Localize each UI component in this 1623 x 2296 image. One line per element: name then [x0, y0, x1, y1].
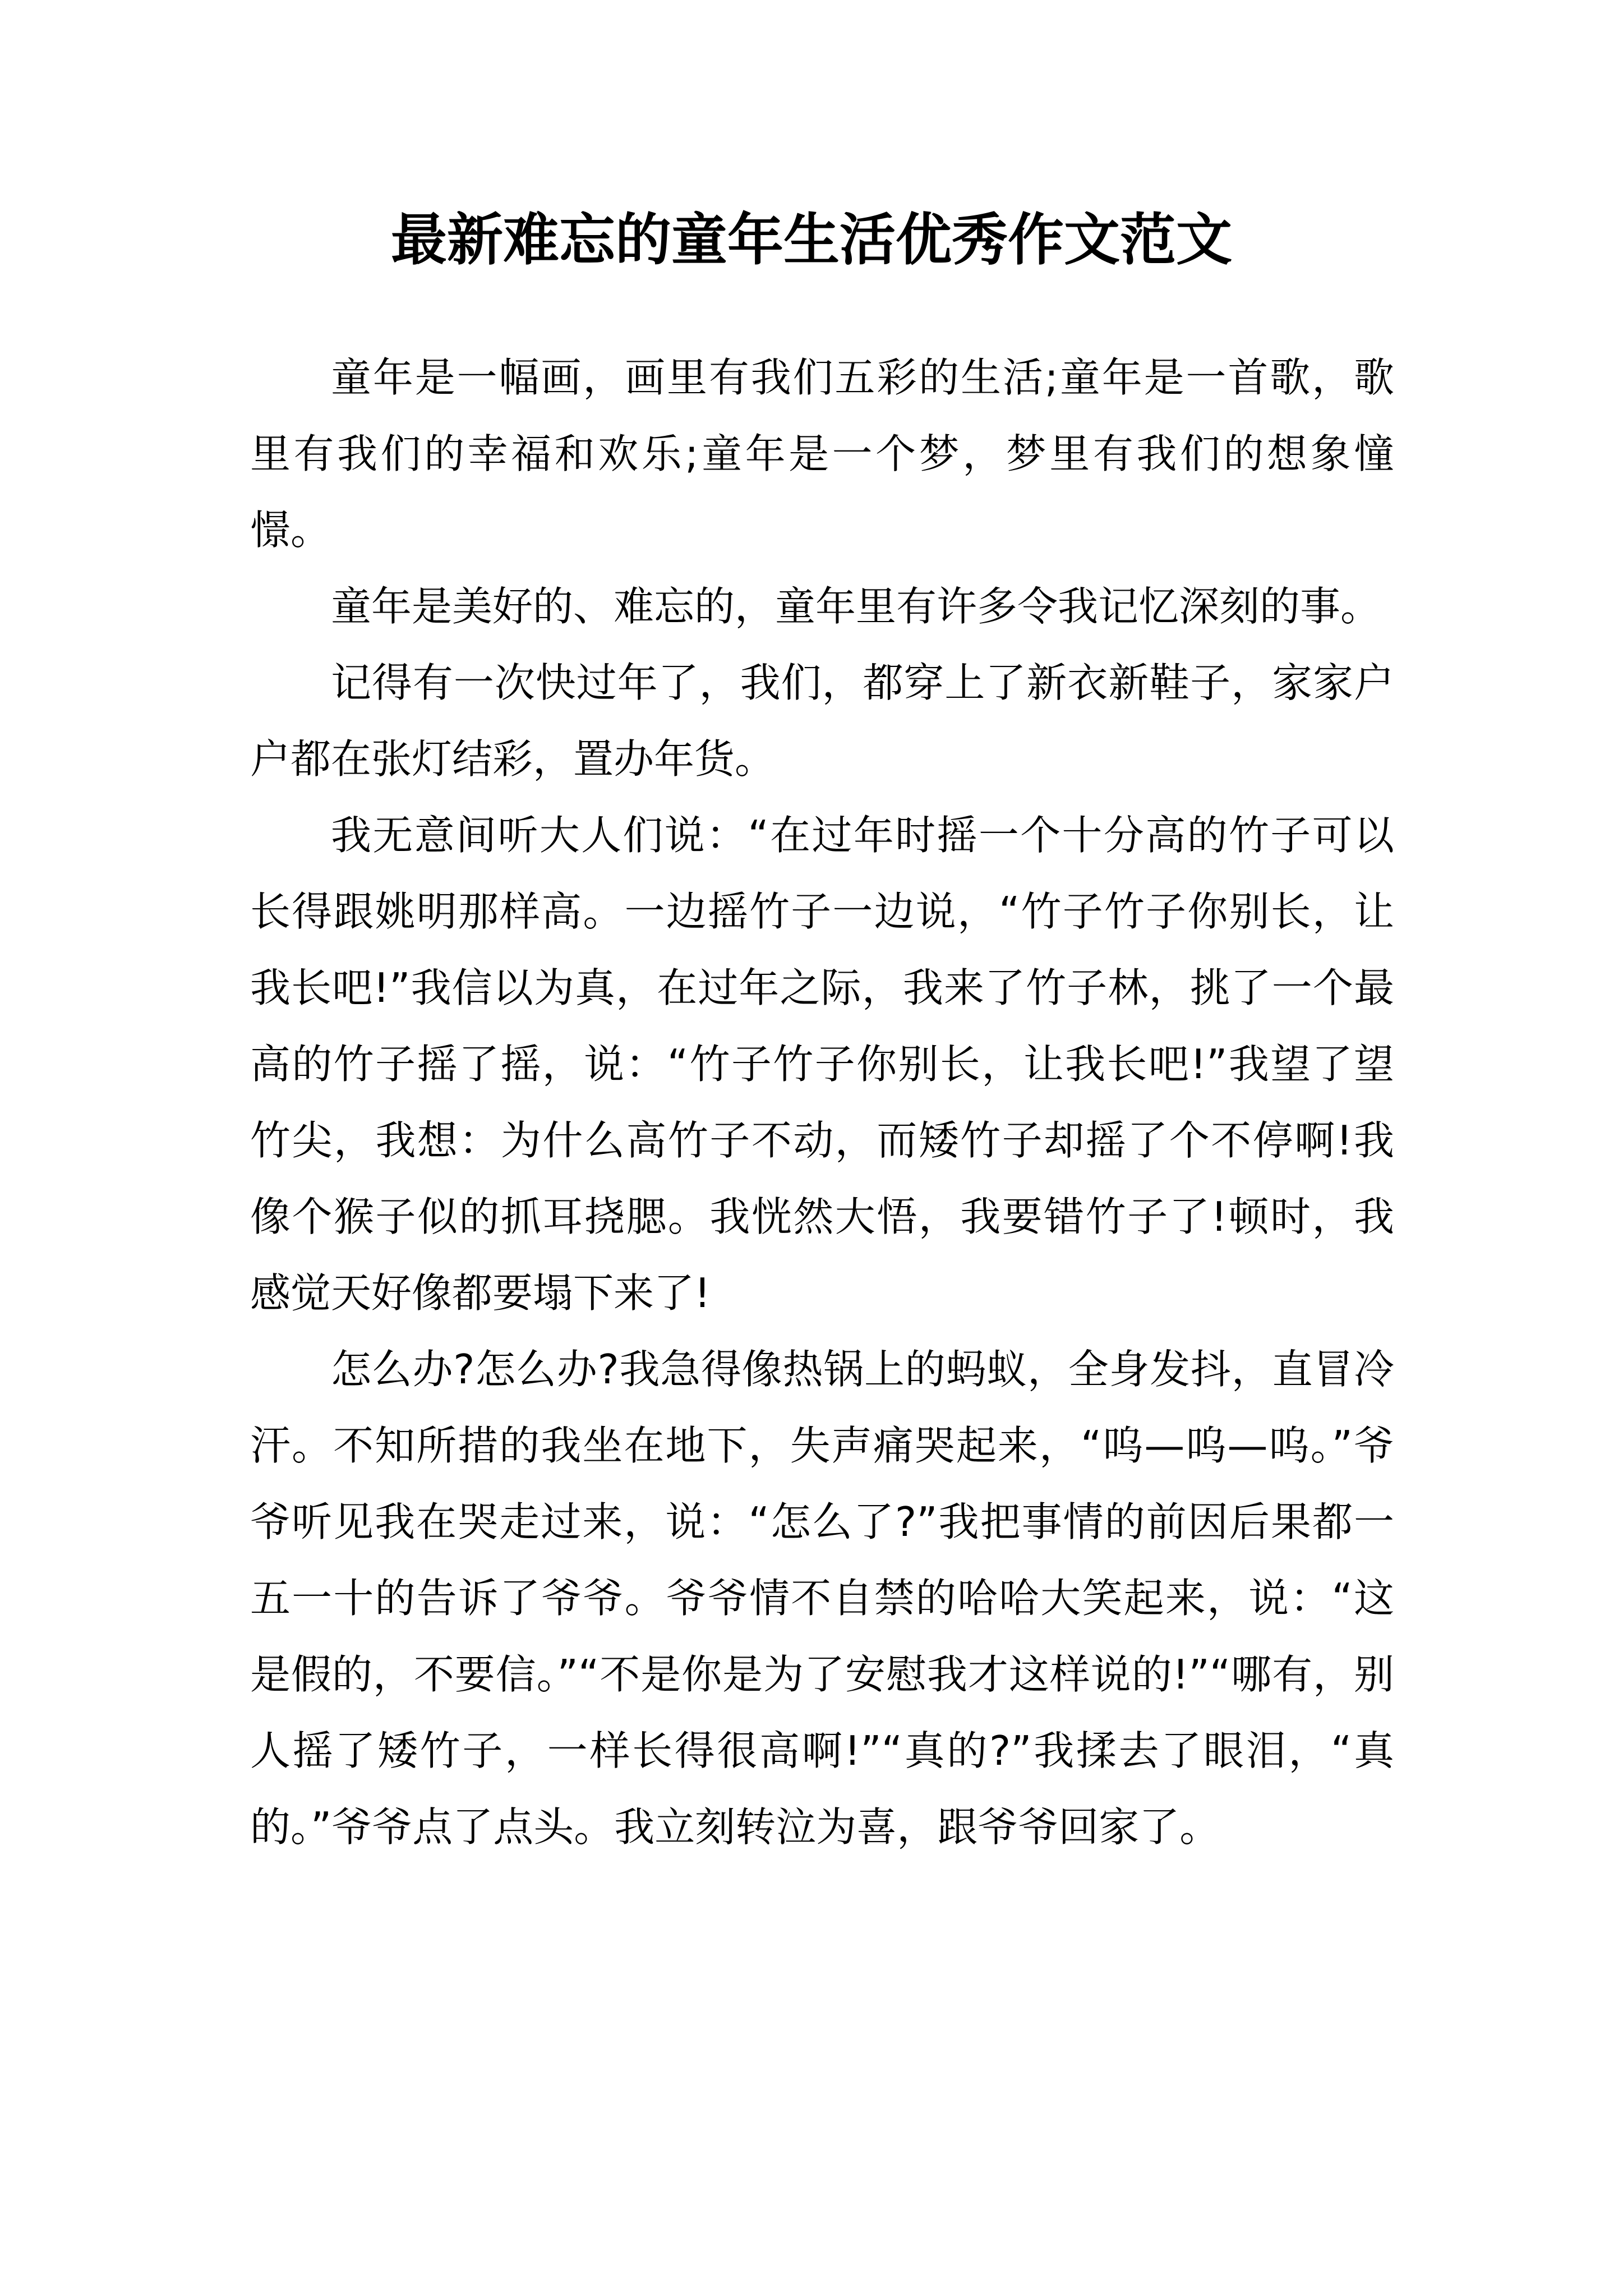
document-title: 最新难忘的童年生活优秀作文范文 [391, 206, 1232, 273]
paragraph: 我无意间听大人们说：“在过年时摇一个十分高的竹子可以长得跟姚明那样高。一边摇竹子一边说，“竹子竹子你别长，让我长吧!”我信以为真，在过年之际，我来了竹子林，挑了一个最高的竹子摇了摇，说：“竹子竹子你别长，让我长吧!”我望了望竹尖，我想：为什么高竹子不动，而矮竹子却摇了个不停啊!我像个猴子似的抓耳挠腮。我恍然大悟，我要错竹子了!顿时，我感觉天好像都要塌下来了! [250, 812, 1394, 1317]
paragraph: 童年是一幅画，画里有我们五彩的生活;童年是一首歌，歌里有我们的幸福和欢乐;童年是一个梦，梦里有我们的想象憧憬。 [250, 354, 1394, 554]
paragraph: 记得有一次快过年了，我们，都穿上了新衣新鞋子，家家户户都在张灯结彩，置办年货。 [250, 659, 1394, 783]
paragraph: 童年是美好的、难忘的，童年里有许多令我记忆深刻的事。 [331, 583, 1381, 630]
paragraph: 怎么办?怎么办?我急得像热锅上的蚂蚁，全身发抖，直冒冷汗。不知所措的我坐在地下，失声痛哭起来，“呜—呜—呜。”爷爷听见我在哭走过来，说：“怎么了?”我把事情的前因后果都一五一十的告诉了爷爷。爷爷情不自禁的哈哈大笑起来，说：“这是假的，不要信。”“不是你是为了安慰我才这样说的!”“哪有，别人摇了矮竹子，一样长得很高啊!”“真的?”我揉去了眼泪，“真的。”爷爷点了点头。我立刻转泣为喜，跟爷爷回家了。 [250, 1346, 1394, 1851]
document-body [250, 339, 1394, 1865]
